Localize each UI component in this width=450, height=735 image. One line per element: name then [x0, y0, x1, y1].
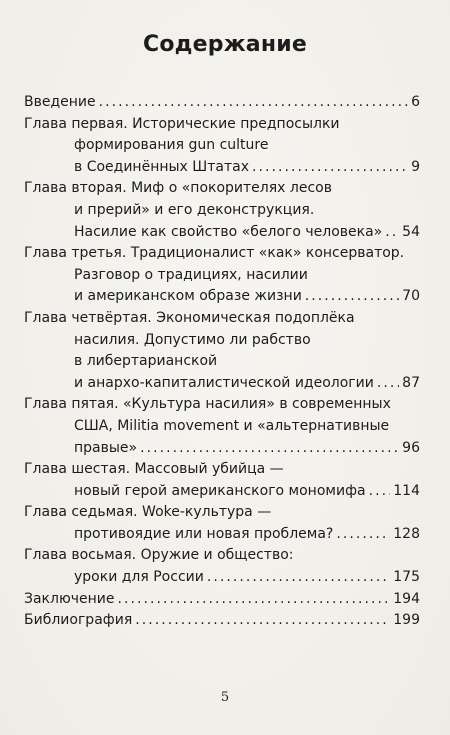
- dot-leader: [118, 589, 391, 611]
- toc-page-number: 175: [393, 569, 420, 586]
- toc-entry: [24, 114, 420, 179]
- page-number: 5: [220, 690, 230, 705]
- toc-entry-text: и анархо-капиталистической идеологии: [74, 374, 374, 391]
- toc-entry-text: и прерий» и его деконструкция.: [74, 201, 315, 218]
- dot-leader: [377, 373, 399, 395]
- toc-entry-text: Разговор о традициях, насилии: [74, 266, 308, 283]
- toc-entry-line: [24, 438, 420, 460]
- toc-entry-text: Заключение: [24, 590, 115, 607]
- toc-entry-text: Глава третья. Традиционалист «как» консерватор.: [24, 245, 405, 262]
- toc-entry-text: новый герой американского мономифа: [74, 482, 366, 499]
- dot-leader: [385, 222, 399, 244]
- toc-entry-line: [24, 481, 420, 503]
- toc-entry-line: [24, 135, 420, 157]
- toc-entry-line: [24, 157, 420, 179]
- toc-entry: [24, 502, 420, 545]
- toc-entry-text: Глава четвёртая. Экономическая подоплёка: [24, 309, 355, 326]
- toc-entry-line: [24, 222, 420, 244]
- toc-entry-line: [24, 589, 420, 611]
- toc-page-number: 199: [393, 612, 420, 629]
- dot-leader: [336, 524, 390, 546]
- toc-entry-text: Глава первая. Исторические предпосылки: [24, 115, 340, 132]
- toc-entry: [24, 459, 420, 502]
- dot-leader: [207, 567, 390, 589]
- toc-entry-text: Библиография: [24, 612, 133, 629]
- toc-page-number: 96: [402, 439, 420, 456]
- toc-entry-text: США, Militia movement и «альтернативные: [74, 417, 390, 434]
- toc-page-number: 9: [411, 158, 420, 175]
- toc-entry-text: Глава вторая. Миф о «покорителях лесов: [24, 180, 332, 197]
- toc-entry-text: и американском образе жизни: [74, 288, 302, 305]
- table-of-contents: [24, 92, 420, 632]
- toc-page-number: 114: [393, 482, 420, 499]
- dot-leader: [252, 157, 408, 179]
- toc-entry-line: [24, 351, 420, 373]
- toc-entry-line: [24, 178, 420, 200]
- toc-entry-line: [24, 524, 420, 546]
- toc-entry-line: [24, 416, 420, 438]
- toc-entry-text: Насилие как свойство «белого человека»: [74, 223, 383, 240]
- toc-page-number: 194: [393, 590, 420, 607]
- toc-entry-text: Глава шестая. Массовый убийца —: [24, 461, 284, 478]
- toc-entry: [24, 394, 420, 459]
- toc-entry-text: в либертарианской: [74, 353, 218, 370]
- toc-page-number: 54: [402, 223, 420, 240]
- toc-page-number: 128: [393, 525, 420, 542]
- toc-entry-line: [24, 567, 420, 589]
- dot-leader: [369, 481, 391, 503]
- toc-entry-text: насилия. Допустимо ли рабство: [74, 331, 311, 348]
- toc-entry: [24, 243, 420, 308]
- toc-entry: [24, 308, 420, 394]
- toc-entry-text: Введение: [24, 94, 96, 110]
- toc-entry-line: [24, 373, 420, 395]
- toc-entry-text: Глава восьмая. Оружие и общество:: [24, 547, 294, 564]
- toc-entry-line: [24, 394, 420, 416]
- toc-entry-line: [24, 114, 420, 136]
- toc-entry-text: уроки для России: [74, 569, 204, 586]
- toc-page-number: 87: [402, 374, 420, 391]
- toc-entry: [24, 545, 420, 588]
- toc-entry-line: [24, 459, 420, 481]
- toc-entry-line: [24, 243, 420, 265]
- toc-entry: [24, 92, 420, 114]
- toc-entry: [24, 589, 420, 611]
- toc-entry: [24, 610, 420, 632]
- toc-entry-line: [24, 330, 420, 352]
- dot-leader: [99, 92, 408, 114]
- toc-entry-line: [24, 265, 420, 287]
- toc-entry-line: [24, 545, 420, 567]
- toc-entry-text: формирования gun culture: [74, 137, 269, 154]
- dot-leader: [305, 286, 399, 308]
- dot-leader: [135, 610, 390, 632]
- toc-entry-text: Глава пятая. «Культура насилия» в современных: [24, 396, 391, 413]
- toc-entry-line: [24, 200, 420, 222]
- toc-entry-line: [24, 502, 420, 524]
- toc-page-number: 70: [402, 288, 420, 305]
- toc-entry-line: [24, 286, 420, 308]
- toc-entry: [24, 178, 420, 243]
- toc-entry-text: в Соединённых Штатах: [74, 158, 250, 175]
- toc-page-number: 6: [411, 94, 420, 110]
- toc-entry-line: [24, 308, 420, 330]
- toc-entry-text: противоядие или новая проблема?: [74, 525, 334, 542]
- toc-entry-line: [24, 610, 420, 632]
- page-title: Содержание: [143, 32, 307, 57]
- toc-entry-text: правые»: [74, 439, 138, 456]
- dot-leader: [140, 438, 399, 460]
- toc-entry-line: [24, 92, 420, 114]
- toc-entry-text: Глава седьмая. Woke-культура —: [24, 504, 272, 521]
